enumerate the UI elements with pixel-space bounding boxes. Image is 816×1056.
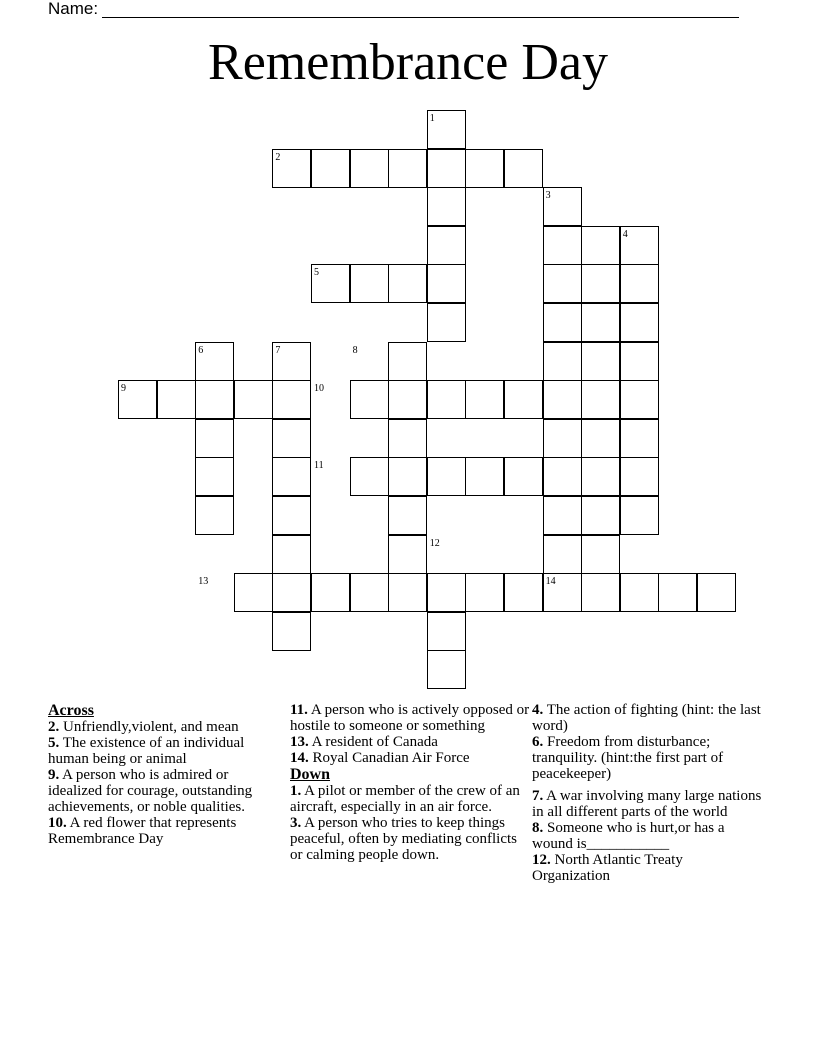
grid-cell[interactable] xyxy=(350,457,389,496)
grid-cell[interactable] xyxy=(543,264,582,303)
clue-number-8: 8 xyxy=(352,344,358,356)
grid-cell[interactable] xyxy=(272,496,311,535)
grid-cell[interactable] xyxy=(195,380,234,419)
clue-number-5: 5 xyxy=(314,267,319,279)
grid-cell[interactable] xyxy=(581,226,620,265)
clue-number-12: 12 xyxy=(429,537,440,549)
grid-cell[interactable] xyxy=(157,380,196,419)
clue-number-9: 9 xyxy=(121,383,126,395)
grid-cell[interactable] xyxy=(620,419,659,458)
grid-cell[interactable] xyxy=(311,573,350,612)
grid-cell[interactable] xyxy=(234,573,273,612)
grid-cell[interactable] xyxy=(427,457,466,496)
clue-number-6: 6 xyxy=(198,344,204,356)
clue-down-12: 12. North Atlantic Treaty Organization xyxy=(532,852,683,884)
grid-cell[interactable] xyxy=(620,380,659,419)
grid-cell[interactable] xyxy=(427,149,466,188)
clue-across-10: 10. A red flower that represents Remembrance Day xyxy=(48,815,237,847)
grid-cell[interactable] xyxy=(581,419,620,458)
grid-cell[interactable] xyxy=(427,187,466,226)
clue-across-14: 14. Royal Canadian Air Force xyxy=(290,750,470,766)
clue-down-3: 3. A person who tries to keep things peaceful, often by mediating conflicts or calming people down. xyxy=(290,815,517,863)
grid-cell[interactable] xyxy=(581,303,620,342)
clue-number-14: 14 xyxy=(545,576,556,588)
clues-column-2 xyxy=(290,702,530,863)
grid-cell[interactable] xyxy=(427,303,466,342)
grid-cell[interactable] xyxy=(272,419,311,458)
clue-number-11: 11 xyxy=(314,460,324,472)
grid-cell[interactable] xyxy=(388,264,427,303)
clue-across-2: 2. Unfriendly,violent, and mean xyxy=(48,719,239,735)
grid-cell[interactable] xyxy=(195,496,234,535)
grid-cell[interactable] xyxy=(620,303,659,342)
grid-cell[interactable] xyxy=(388,149,427,188)
clues-column-1 xyxy=(48,702,280,847)
grid-cell[interactable] xyxy=(388,457,427,496)
page-title: Remembrance Day xyxy=(208,34,608,91)
grid-cell[interactable] xyxy=(581,496,620,535)
grid-cell[interactable] xyxy=(620,496,659,535)
grid-cell[interactable] xyxy=(504,380,543,419)
grid-cell[interactable] xyxy=(543,535,582,574)
clue-down-4: 4. The action of fighting (hint: the last word) xyxy=(532,702,761,734)
grid-cell[interactable] xyxy=(427,650,466,689)
grid-cell[interactable] xyxy=(543,380,582,419)
clue-down-1: 1. A pilot or member of the crew of an aircraft, especially in an air force. xyxy=(290,783,520,815)
grid-cell[interactable] xyxy=(272,573,311,612)
grid-cell[interactable] xyxy=(581,457,620,496)
grid-cell[interactable] xyxy=(658,573,697,612)
clue-across-13: 13. A resident of Canada xyxy=(290,734,438,750)
grid-cell[interactable] xyxy=(465,149,504,188)
grid-cell[interactable] xyxy=(543,496,582,535)
grid-cell[interactable] xyxy=(581,342,620,381)
grid-cell[interactable] xyxy=(620,264,659,303)
clue-number-3: 3 xyxy=(545,190,551,202)
grid-cell[interactable] xyxy=(350,573,389,612)
clue-down-8: 8. Someone who is hurt,or has a wound is___________ xyxy=(532,820,725,852)
clue-down-7: 7. A war involving many large nations in all different parts of the world xyxy=(532,788,762,820)
grid-cell[interactable] xyxy=(388,573,427,612)
clue-number-10: 10 xyxy=(314,383,324,395)
grid-cell[interactable] xyxy=(272,612,311,651)
grid-cell[interactable] xyxy=(350,149,389,188)
grid-cell[interactable] xyxy=(543,303,582,342)
grid-cell[interactable] xyxy=(427,612,466,651)
grid-cell[interactable] xyxy=(620,342,659,381)
grid-cell[interactable] xyxy=(388,535,427,574)
clue-number-1: 1 xyxy=(429,113,435,124)
grid-cell[interactable] xyxy=(195,457,234,496)
clue-across-9: 9. A person who is admired or idealized for courage, outstanding achievements, or noble qualities. xyxy=(48,767,253,815)
grid-cell[interactable] xyxy=(388,342,427,381)
clue-number-7: 7 xyxy=(275,344,281,356)
clue-across-5: 5. The existence of an individual human being or animal xyxy=(48,735,245,767)
grid-cell[interactable] xyxy=(581,264,620,303)
grid-cell[interactable] xyxy=(543,419,582,458)
grid-cell[interactable] xyxy=(620,457,659,496)
clue-number-2: 2 xyxy=(275,151,281,163)
clue-number-4: 4 xyxy=(622,228,628,240)
grid-cell[interactable] xyxy=(465,457,504,496)
grid-cell[interactable] xyxy=(272,380,311,419)
grid-cell[interactable] xyxy=(543,226,582,265)
clues-column-3 xyxy=(532,702,764,884)
grid-cell[interactable] xyxy=(350,380,389,419)
grid-cell[interactable] xyxy=(581,380,620,419)
grid-cell[interactable] xyxy=(195,419,234,458)
grid-cell[interactable] xyxy=(543,342,582,381)
across-heading: Across xyxy=(48,702,94,719)
clue-down-6: 6. Freedom from disturbance; tranquility. (hint:the first part of peacekeeper) xyxy=(532,734,724,782)
grid-cell[interactable] xyxy=(388,496,427,535)
grid-cell[interactable] xyxy=(427,264,466,303)
grid-cell[interactable] xyxy=(272,457,311,496)
grid-cell[interactable] xyxy=(504,573,543,612)
grid-cell[interactable] xyxy=(543,457,582,496)
name-label: Name: xyxy=(48,0,99,18)
grid-cell[interactable] xyxy=(697,573,736,612)
grid-cell[interactable] xyxy=(311,149,350,188)
grid-cell[interactable] xyxy=(388,419,427,458)
grid-cell[interactable] xyxy=(350,264,389,303)
grid-cell[interactable] xyxy=(465,380,504,419)
grid-cell[interactable] xyxy=(272,535,311,574)
down-heading: Down xyxy=(290,766,331,783)
grid-cell[interactable] xyxy=(620,573,659,612)
grid-cell[interactable] xyxy=(504,457,543,496)
grid-cell[interactable] xyxy=(427,380,466,419)
clue-across-11: 11. A person who is actively opposed or hostile to someone or something xyxy=(290,702,530,734)
grid-cell[interactable] xyxy=(234,380,273,419)
clue-number-13: 13 xyxy=(198,576,209,588)
grid-cell[interactable] xyxy=(427,573,466,612)
grid-cell[interactable] xyxy=(388,380,427,419)
grid-cell[interactable] xyxy=(504,149,543,188)
grid-cell[interactable] xyxy=(581,535,620,574)
grid-cell[interactable] xyxy=(581,573,620,612)
grid-cell[interactable] xyxy=(465,573,504,612)
grid-cell[interactable] xyxy=(427,226,466,265)
